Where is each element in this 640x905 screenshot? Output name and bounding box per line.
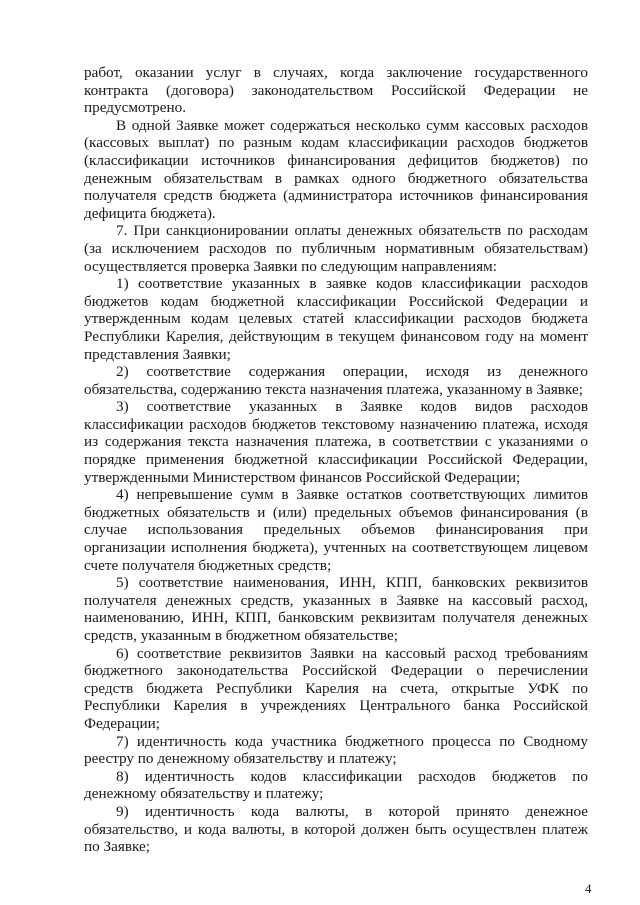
list-item-9: 9) идентичность кода валюты, в которой принято денежное обязательство, и кода валюты, в которой должен быть осуществлен платеж по Заявке;: [84, 802, 588, 856]
list-item-6: 6) соответствие реквизитов Заявки на кассовый расход требованиям бюджетного законодательства Российской Федерации о перечислении средств бюджета Республики Карелия на счета, открытые УФК по Республики Карелия в учреждениях Центрального банка Российской Федерации;: [84, 644, 588, 732]
list-item-4: 4) непревышение сумм в Заявке остатков соответствующих лимитов бюджетных обязательств и (или) предельных объемов финансирования (в случае использования предельных объемов финансирования при организации исполнения бюджета), учтенных на соответствующем лицевом счете получателя бюджетных средств;: [84, 486, 588, 574]
document-page: [84, 64, 588, 856]
list-item-1: 1) соответствие указанных в заявке кодов классификации расходов бюджетов кодам бюджетной классификации Российской Федерации и утвержденным кодам целевых статей классификации расходов бюджета Республики Карелия, действующим в текущем финансовом году на момент представления Заявки;: [84, 275, 588, 363]
list-item-7: 7) идентичность кода участника бюджетного процесса по Сводному реестру по денежному обязательству и платежу;: [84, 732, 588, 768]
list-item-5: 5) соответствие наименования, ИНН, КПП, банковских реквизитов получателя денежных средств, указанных в Заявке на кассовый расход, наименованию, ИНН, КПП, банковским реквизитам получателя денежных средств, указанным в бюджетном обязательстве;: [84, 574, 588, 644]
list-item-3: 3) соответствие указанных в Заявке кодов видов расходов классификации расходов бюджетов текстовому назначению платежа, исходя из содержания текста назначения платежа, в соответствии с указаниями о порядке применения бюджетной классификации Российской Федерации, утвержденными Министерством финансов Российской Федерации;: [84, 398, 588, 486]
page-number: 4: [585, 881, 592, 896]
paragraph-continuation: работ, оказании услуг в случаях, когда заключение государственного контракта (договора) законодательством Российской Федерации не предусмотрено.: [84, 64, 588, 117]
paragraph-single-request-amounts: В одной Заявке может содержаться несколько сумм кассовых расходов (кассовых выплат) по разным кодам классификации расходов бюджетов (классификации источников финансирования дефицитов бюджетов) по денежным обязательствам в рамках одного бюджетного обязательства получателя средств бюджета (администратора источников финансирования дефицита бюджета).: [84, 116, 588, 222]
paragraph-section-7: 7. При санкционировании оплаты денежных обязательств по расходам (за исключением расходов по публичным нормативным обязательствам) осуществляется проверка Заявки по следующим направлениям:: [84, 222, 588, 275]
list-item-8: 8) идентичность кодов классификации расходов бюджетов по денежному обязательству и платежу;: [84, 767, 588, 803]
list-item-2: 2) соответствие содержания операции, исходя из денежного обязательства, содержанию текста назначения платежа, указанному в Заявке;: [84, 363, 588, 398]
